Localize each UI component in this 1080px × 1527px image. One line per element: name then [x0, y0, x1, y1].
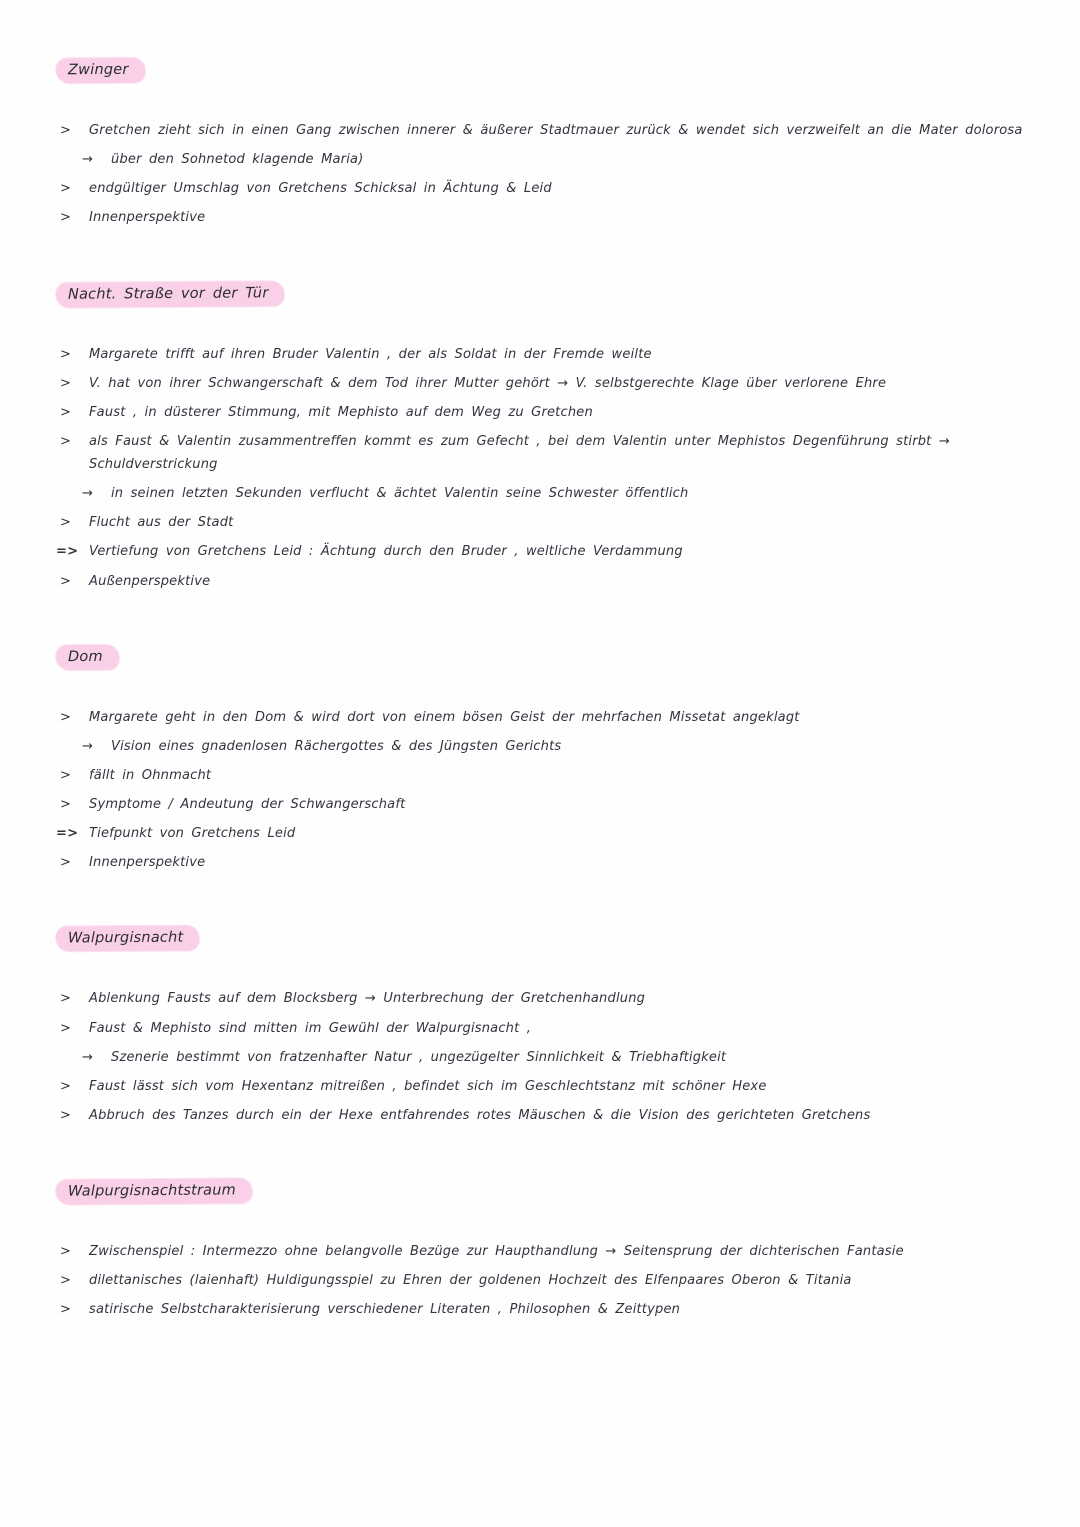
arrow-right-icon: →: [82, 1049, 94, 1065]
note-item: [56, 206, 1042, 229]
note-item: [56, 1104, 1042, 1127]
note-item: [56, 793, 1042, 816]
note-text: als Faust & Valentin zusammentreffen kommt es zum Gefecht , bei dem Valentin unter Mephistos Degenführung stirbt → Schuldverstrickung: [89, 433, 950, 472]
note-item: [56, 430, 1042, 476]
note-text: über den Sohnetod klagende Maria): [111, 152, 364, 168]
bullet-marker: >: [60, 433, 72, 449]
note-item: [56, 1240, 1042, 1263]
note-item: [56, 1269, 1042, 1292]
section-header-row: [56, 1179, 1042, 1204]
note-text: Margarete trifft auf ihren Bruder Valentin , der als Soldat in der Fremde weilte: [89, 346, 652, 362]
bullet-marker: >: [60, 346, 72, 362]
note-text: Faust & Mephisto sind mitten im Gewühl der Walpurgisnacht ,: [89, 1020, 532, 1036]
section-header: Zwinger: [56, 58, 145, 84]
bullet-marker: >: [60, 1244, 72, 1259]
note-item: [56, 343, 1042, 366]
note-item: [56, 177, 1042, 200]
bullet-marker: >: [60, 123, 72, 138]
bullet-marker: >: [60, 375, 72, 391]
note-text: Zwischenspiel : Intermezzo ohne belangvolle Bezüge zur Haupthandlung → Seitensprung der dichterischen Fantasie: [89, 1244, 904, 1259]
note-item: [56, 148, 1042, 171]
note-item: [56, 1298, 1042, 1321]
bullet-marker: >: [60, 1020, 72, 1036]
bullet-marker: >: [60, 404, 72, 420]
note-item: [56, 570, 1042, 593]
note-item: [56, 482, 1042, 505]
note-section: [56, 58, 1042, 230]
note-text: satirische Selbstcharakterisierung verschiedener Literaten , Philosophen & Zeittypen: [89, 1302, 681, 1318]
note-item: [56, 119, 1042, 142]
bullet-marker: >: [60, 181, 72, 197]
section-header-row: [56, 645, 1042, 670]
note-text: Faust , in düsterer Stimmung, mit Mephisto auf dem Weg zu Gretchen: [89, 404, 593, 420]
section-header-row: [56, 58, 1042, 83]
note-text: Außenperspektive: [89, 573, 211, 589]
bullet-marker: >: [60, 709, 72, 725]
note-item: [56, 706, 1042, 729]
note-text: in seinen letzten Sekunden verflucht & ächtet Valentin seine Schwester öffentlich: [111, 486, 689, 502]
double-arrow-icon: =>: [56, 544, 79, 560]
section-header: Walpurgisnachtstraum: [56, 1178, 252, 1204]
note-text: dilettanisches (laienhaft) Huldigungsspiel zu Ehren der goldenen Hochzeit des Elfenpaares Oberon & Titania: [89, 1273, 852, 1289]
note-text: V. hat von ihrer Schwangerschaft & dem Tod ihrer Mutter gehört → V. selbstgerechte Klage über verlorene Ehre: [89, 375, 887, 391]
arrow-right-icon: →: [82, 486, 94, 502]
note-text: Flucht aus der Stadt: [89, 515, 234, 531]
note-text: Symptome / Andeutung der Schwangerschaft: [89, 797, 406, 812]
note-item: [56, 1075, 1042, 1098]
bullet-marker: >: [60, 1302, 72, 1318]
bullet-marker: >: [60, 210, 72, 226]
section-header: Nacht. Straße vor der Tür: [56, 281, 285, 308]
note-item: [56, 1017, 1042, 1040]
note-text: Tiefpunkt von Gretchens Leid: [89, 826, 296, 842]
note-text: fällt in Ohnmacht: [89, 767, 212, 783]
note-item: [56, 851, 1042, 874]
note-item: [56, 511, 1042, 534]
bullet-marker: >: [60, 1078, 72, 1094]
section-header-row: [56, 926, 1042, 951]
note-text: Innenperspektive: [89, 210, 206, 226]
bullet-marker: >: [60, 515, 72, 531]
note-text: Vertiefung von Gretchens Leid : Ächtung durch den Bruder , weltliche Verdammung: [89, 544, 683, 560]
note-section: [56, 1179, 1042, 1321]
note-text: Gretchen zieht sich in einen Gang zwischen innerer & äußerer Stadtmauer zurück & wendet sich verzweifelt an die Mater dolorosa: [89, 123, 1023, 138]
note-section: [56, 926, 1042, 1127]
bullet-marker: >: [60, 991, 72, 1007]
bullet-marker: >: [60, 1273, 72, 1289]
note-item: [56, 372, 1042, 395]
note-item: [56, 401, 1042, 424]
note-text: Faust lässt sich vom Hexentanz mitreißen , befindet sich im Geschlechtstanz mit schöner Hexe: [89, 1078, 767, 1094]
note-text: Vision eines gnadenlosen Rächergottes & des Jüngsten Gerichts: [111, 738, 562, 754]
bullet-marker: >: [60, 573, 72, 589]
note-text: Innenperspektive: [89, 855, 206, 871]
note-text: Ablenkung Fausts auf dem Blocksberg → Unterbrechung der Gretchenhandlung: [89, 991, 646, 1007]
note-section: [56, 645, 1042, 875]
section-header: Walpurgisnacht: [56, 926, 199, 952]
bullet-marker: >: [60, 767, 72, 783]
section-header-row: [56, 282, 1042, 307]
double-arrow-icon: =>: [56, 826, 79, 842]
note-item: [56, 822, 1042, 845]
note-text: Abbruch des Tanzes durch ein der Hexe entfahrendes rotes Mäuschen & die Vision des gerichteten Gretchens: [89, 1107, 871, 1123]
sections-container: [56, 58, 1042, 1321]
note-item: [56, 764, 1042, 787]
note-item: [56, 987, 1042, 1010]
note-text: Szenerie bestimmt von fratzenhafter Natur , ungezügelter Sinnlichkeit & Triebhaftigkeit: [111, 1049, 727, 1065]
bullet-marker: >: [60, 1107, 72, 1123]
arrow-right-icon: →: [82, 738, 94, 754]
note-item: [56, 540, 1042, 563]
note-text: endgültiger Umschlag von Gretchens Schicksal in Ächtung & Leid: [89, 181, 552, 197]
bullet-marker: >: [60, 855, 72, 871]
note-item: [56, 735, 1042, 758]
note-text: Margarete geht in den Dom & wird dort von einem bösen Geist der mehrfachen Missetat angeklagt: [89, 709, 800, 725]
arrow-right-icon: →: [82, 152, 94, 168]
note-section: [56, 282, 1042, 593]
section-header: Dom: [56, 644, 119, 669]
bullet-marker: >: [60, 797, 72, 812]
note-item: [56, 1046, 1042, 1069]
